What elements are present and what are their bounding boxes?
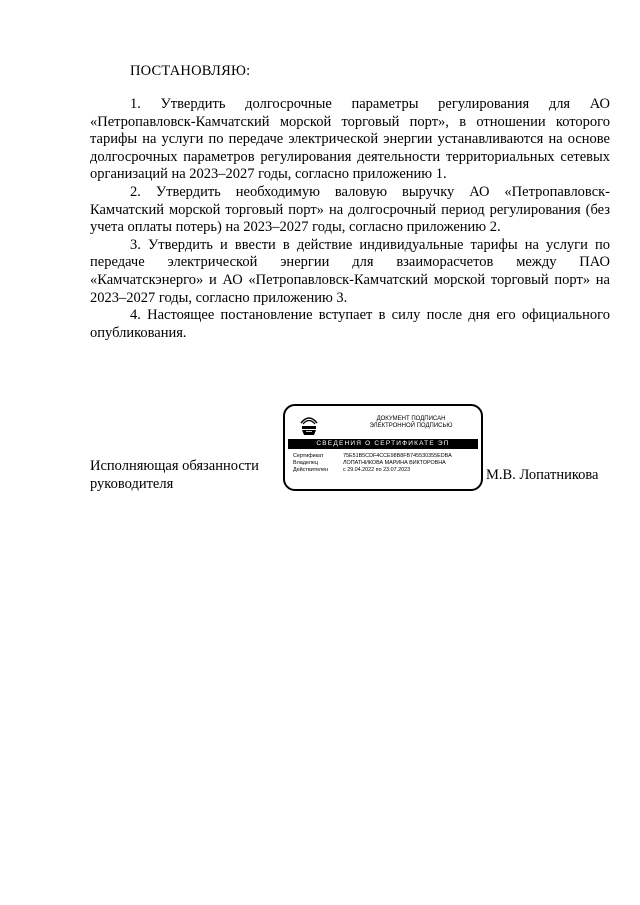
resolution-body [90,96,610,342]
validity-key: Действителен [293,467,329,474]
certificate-details [293,453,478,475]
stamp-title-line-1: ДОКУМЕНТ ПОДПИСАН [376,416,446,422]
resolution-heading: ПОСТАНОВЛЯЮ: [130,63,251,79]
stamp-title-line-2: ЭЛЕКТРОННОЙ ПОДПИСЬЮ [369,423,453,429]
signatory-name: М.В. Лопатникова [486,467,599,483]
paragraph-3: 3. Утвердить и ввести в действие индивидуальные тарифы на услуги по передаче электрической энергии для взаиморасчетов между ПАО «Камчатскэнерго» и АО «Петропавловск-Камчатский морской торговый порт» на 2023–2027 годы, согласно приложению 3. [90,236,610,306]
paragraph-4: 4. Настоящее постановление вступает в силу после дня его официального опубликования. [90,307,610,341]
certificate-row [293,453,478,460]
signatory-position [90,458,259,493]
paragraph-2: 2. Утвердить необходимую валовую выручку АО «Петропавловск-Камчатский морской торговый порт» на долгосрочный период регулирования (без учета оплаты потерь) на 2023–2027 годы, согласно приложению 2. [90,183,610,236]
stamp-title [351,416,471,430]
certificate-key: Сертификат [293,453,324,459]
electronic-signature-stamp [283,404,483,491]
position-line-2: руководителя [90,475,174,492]
owner-value: ЛОПАТНИКОВА МАРИНА ВИКТОРОВНА [343,460,446,467]
validity-value: с 29.04.2022 по 23.07.2023 [343,467,411,474]
validity-row [293,467,478,474]
position-line-1: Исполняющая обязанности [90,458,259,474]
certificate-info-bar: СВЕДЕНИЯ О СЕРТИФИКАТЕ ЭП [288,439,478,449]
paragraph-1: 1. Утвердить долгосрочные параметры регулирования для АО «Петропавловск-Камчатский морской торговый порт», в отношении которого тарифы на услуги по передаче электрической энергии устанавливаются на основе долгосрочных параметров регулирования деятельности территориальных сетевых организаций на 2023–2027 годы, согласно приложению 1. [90,96,610,183]
coat-of-arms-icon [299,413,319,437]
owner-key: Владелец [293,460,318,467]
certificate-value: 75E51B5CDF4CCE98B8FB745530355EDBA [343,453,452,459]
